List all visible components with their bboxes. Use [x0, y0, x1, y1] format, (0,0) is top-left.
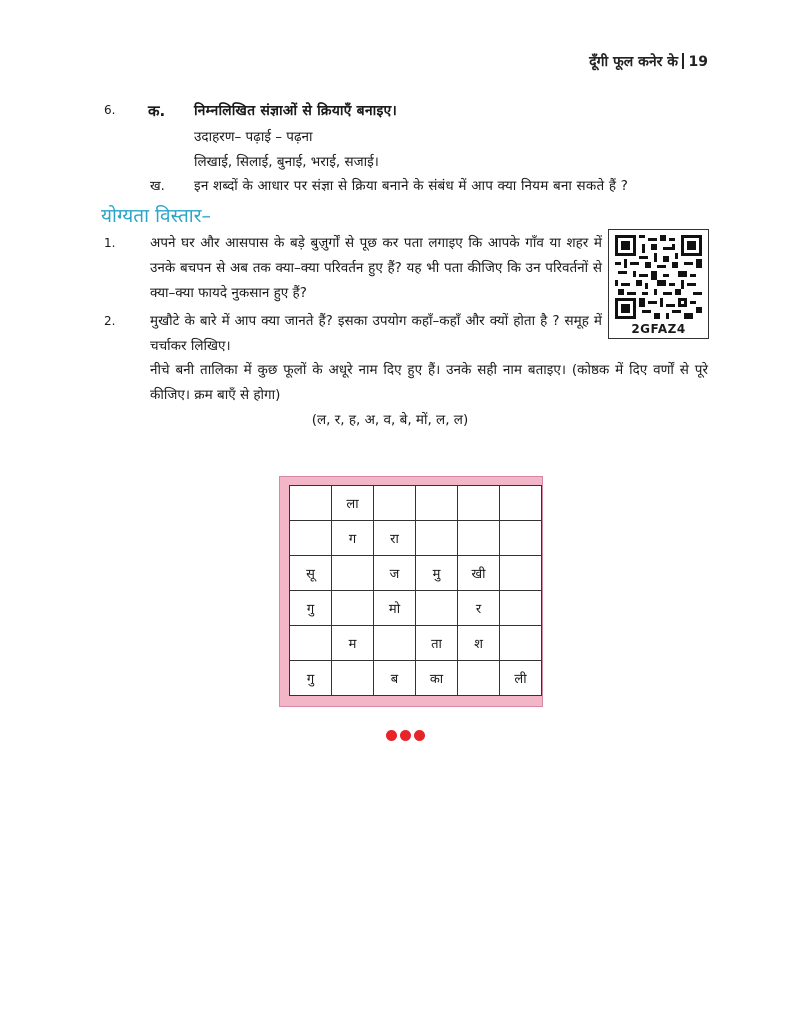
qr-code[interactable] — [608, 229, 709, 339]
grid-cell: सू — [290, 556, 332, 591]
grid-cell: ग — [332, 521, 374, 556]
page-header — [589, 52, 708, 71]
header-separator — [682, 53, 684, 69]
grid-cell — [500, 591, 542, 626]
flower-puzzle — [279, 476, 543, 707]
grid-cell: ता — [416, 626, 458, 661]
grid-cell — [290, 626, 332, 661]
grid-cell — [374, 486, 416, 521]
grid-cell — [290, 486, 332, 521]
qr-pattern — [615, 235, 702, 319]
page-number: 19 — [688, 54, 708, 70]
item-number: 2. — [104, 314, 116, 328]
grid-cell — [416, 591, 458, 626]
red-dot — [386, 730, 397, 741]
item-text: मुखौटे के बारे में आप क्या जानते हैं? इसका उपयोग कहाँ–कहाँ और क्यों होता है ? समूह में चर्चाकर लिखिए। — [150, 313, 602, 354]
question-number: 6. — [104, 103, 116, 117]
part-kha-text: इन शब्दों के आधार पर संज्ञा से क्रिया बनाने के संबंध में आप क्या नियम बना सकते हैं ? — [194, 178, 629, 194]
grid-cell — [290, 521, 332, 556]
grid-cell: ज — [374, 556, 416, 591]
grid-row — [290, 486, 542, 521]
section-title: योग्यता विस्तार– — [101, 205, 211, 227]
example-line: उदाहरण– पढ़ाई – पढ़ना — [194, 129, 313, 145]
grid-cell — [458, 661, 500, 696]
grid-cell — [332, 661, 374, 696]
grid-cell: का — [416, 661, 458, 696]
puzzle-grid — [289, 485, 542, 696]
item-text: अपने घर और आसपास के बड़े बुज़ुर्गों से पूछ कर पता लगाइए कि आपके गाँव या शहर में उनके बचपन से अब तक क्या–क्या परिवर्तन हुए हैं? यह भी पता कीजिए कि उन परिवर्तनों से क्या–क्या फायदे नुकसान हुए हैं? — [150, 235, 602, 301]
grid-cell — [332, 591, 374, 626]
end-of-chapter-dots — [386, 730, 425, 741]
chapter-title: दूँगी फूल कनेर के — [589, 54, 679, 70]
grid-cell — [332, 556, 374, 591]
grid-cell — [416, 521, 458, 556]
grid-cell: गु — [290, 591, 332, 626]
item-number: 1. — [104, 236, 116, 250]
word-list: लिखाई, सिलाई, बुनाई, भराई, सजाई। — [194, 154, 379, 170]
puzzle-instruction: नीचे बनी तालिका में कुछ फूलों के अधूरे नाम दिए हुए हैं। उनके सही नाम बताइए। (कोष्ठक में दिए वर्णों से पूरे कीजिए। क्रम बाएँ से होगा) — [150, 362, 708, 403]
grid-cell — [374, 626, 416, 661]
grid-cell: श — [458, 626, 500, 661]
grid-cell: रा — [374, 521, 416, 556]
grid-cell: म — [332, 626, 374, 661]
grid-cell — [500, 626, 542, 661]
grid-cell: ली — [500, 661, 542, 696]
grid-row — [290, 521, 542, 556]
grid-cell: ब — [374, 661, 416, 696]
grid-cell — [500, 521, 542, 556]
qr-code-label: 2GFAZ4 — [631, 322, 686, 336]
grid-cell — [416, 486, 458, 521]
grid-row — [290, 626, 542, 661]
grid-cell — [458, 486, 500, 521]
grid-row — [290, 661, 542, 696]
part-ka-label: क. — [148, 102, 166, 120]
grid-cell: मो — [374, 591, 416, 626]
red-dot — [414, 730, 425, 741]
part-ka-instruction: निम्नलिखित संज्ञाओं से क्रियाएँ बनाइए। — [194, 103, 397, 119]
grid-cell: खी — [458, 556, 500, 591]
part-kha-label: ख. — [150, 179, 165, 194]
grid-row — [290, 556, 542, 591]
grid-cell: गु — [290, 661, 332, 696]
grid-cell: मु — [416, 556, 458, 591]
grid-cell: र — [458, 591, 500, 626]
red-dot — [400, 730, 411, 741]
puzzle-letters: (ल, र, ह, अ, व, बे, मों, ल, ल) — [311, 412, 469, 428]
grid-cell — [500, 486, 542, 521]
grid-cell: ला — [332, 486, 374, 521]
grid-cell — [500, 556, 542, 591]
grid-cell — [458, 521, 500, 556]
grid-row — [290, 591, 542, 626]
